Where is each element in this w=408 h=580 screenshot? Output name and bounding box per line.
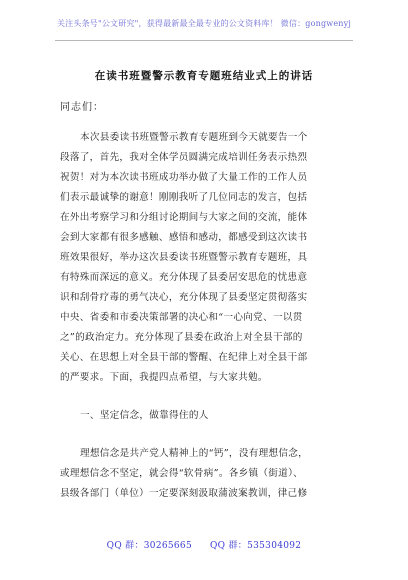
body-line: 在外出考察学习和分组讨论期间与大家之间的交流，能体 xyxy=(60,212,308,223)
section-heading: 一、坚定信念，做靠得住的人 xyxy=(80,410,209,421)
body-line: 班效果很好，举办这次县委读书班暨警示教育专题班，具 xyxy=(60,252,308,263)
body-line: 之”的政治定力。充分体现了县委在政治上对全县干部的 xyxy=(60,332,303,343)
body-line: 关心、在思想上对全县干部的警醒、在纪律上对全县干部 xyxy=(60,352,308,363)
body-line: 中央、省委和市委决策部署的决心和“一心向党、一以贯 xyxy=(60,312,303,323)
body-line: 有特殊而深远的意义。充分体现了县委居安思危的忧患意 xyxy=(60,272,308,283)
body-line: 本次县委读书班暨警示教育专题班到今天就要告一个 xyxy=(80,132,308,143)
body-line: 会到大家都有很多感触、感悟和感动，都感受到这次读书 xyxy=(60,232,308,243)
body-line: 县级各部门（单位）一定要深刻汲取蒲波案教训，律己修 xyxy=(60,488,308,499)
qq-group-2: QQ 群：535304092 xyxy=(209,541,302,551)
body-line: 的严要求。下面，我提四点希望，与大家共勉。 xyxy=(60,372,268,383)
body-line: 理想信念是共产党人精神上的“钙”，没有理想信念， xyxy=(80,448,309,459)
body-line: 识和刮骨疗毒的勇气决心，充分体现了县委坚定贯彻落实 xyxy=(60,292,308,303)
body-line: 或理想信念不坚定，就会得“软骨病”。各乡镇（街道）、 xyxy=(60,468,304,479)
footer-qq-groups xyxy=(0,538,408,551)
body-line: 祝贺！对为本次读书班成功举办做了大量工作的工作人员 xyxy=(60,172,308,183)
header-banner: 关注头条号"公文研究"，获得最新最全最专业的公文资料库！ 微信：gongwenyj xyxy=(56,19,352,28)
header-divider xyxy=(55,40,353,41)
document-title: 在读书班暨警示教育专题班结业式上的讲话 xyxy=(94,70,314,82)
document-body xyxy=(60,128,355,504)
body-line: 段落了，首先，我对全体学员圆满完成培训任务表示热烈 xyxy=(60,152,308,163)
qq-group-1: QQ 群：30265665 xyxy=(106,541,192,551)
salutation: 同志们： xyxy=(60,102,104,113)
body-line: 们表示最诚挚的谢意！刚刚我听了几位同志的发言，包括 xyxy=(60,192,308,203)
